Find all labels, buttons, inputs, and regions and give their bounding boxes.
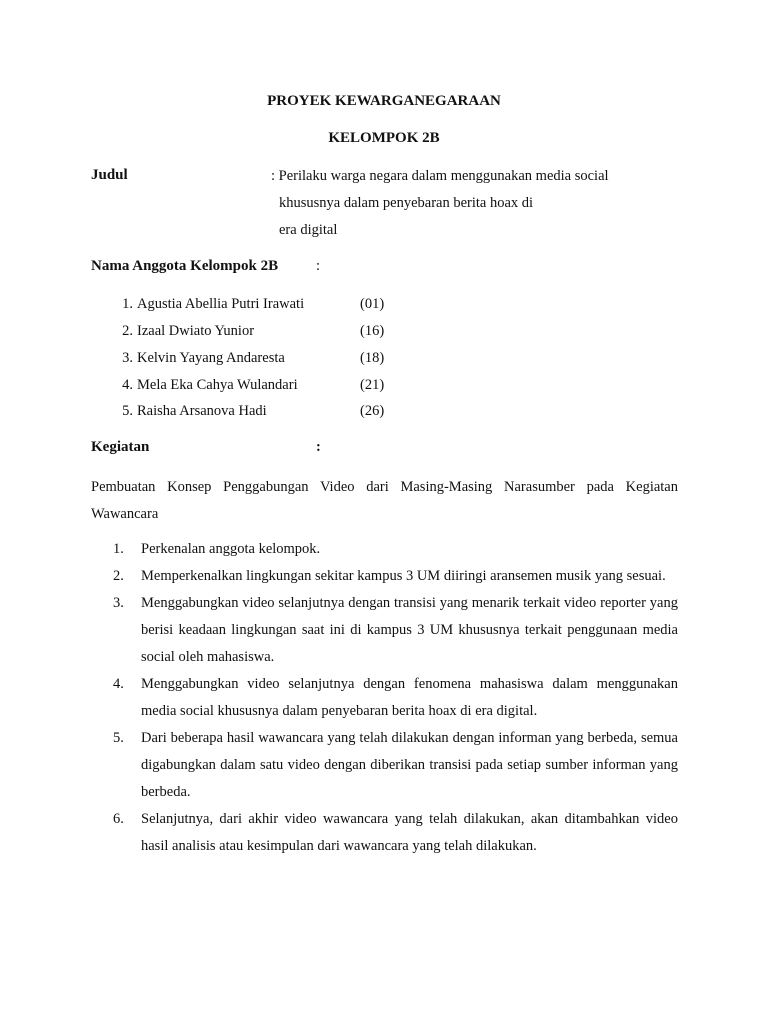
step-number: 2. [113,568,124,584]
list-item [91,806,678,860]
anggota-label: Nama Anggota Kelompok 2B [91,258,279,274]
step-number: 4. [113,676,124,692]
member-name: Mela Eka Cahya Wulandari [137,377,298,393]
member-number: 3. [122,350,133,366]
step-text: Menggabungkan video selanjutnya dengan fenomena mahasiswa dalam menggunakan media social khususnya dalam penyebaran berita hoax di era digital. [141,676,678,719]
step-text: Dari beberapa hasil wawancara yang telah dilakukan dengan informan yang berbeda, semua digabungkan dalam satu video dengan diberikan transisi pada setiap sumber informan yang berbeda. [141,730,678,800]
member-attendance-number: (01) [360,296,385,312]
member-number: 4. [122,377,133,393]
step-text: Perkenalan anggota kelompok. [141,541,321,557]
document-title: PROYEK KEWARGANEGARAAN [267,93,501,109]
step-number: 1. [113,541,124,557]
kegiatan-colon: : [316,439,321,455]
list-item [91,563,678,590]
member-name: Izaal Dwiato Yunior [137,323,255,339]
member-name: Agustia Abellia Putri Irawati [137,296,305,312]
step-text: Menggabungkan video selanjutnya dengan transisi yang menarik terkait video reporter yang berisi keadaan lingkungan saat ini di kampus 3 UM khususnya terkait penggunaan media social oleh mahasiswa. [141,595,678,665]
step-number: 5. [113,730,124,746]
list-item [91,536,678,563]
anggota-colon: : [316,258,321,274]
member-attendance-number: (18) [360,350,385,366]
member-attendance-number: (26) [360,403,385,419]
list-item [91,590,678,671]
member-name: Kelvin Yayang Andaresta [137,350,285,366]
list-item [91,671,678,725]
judul-label: Judul [91,167,128,183]
judul-line-1: : Perilaku warga negara dalam menggunakan media social [271,168,609,184]
member-number: 1. [122,296,133,312]
member-number: 2. [122,323,133,339]
step-text: Memperkenalkan lingkungan sekitar kampus 3 UM diiringi aransemen musik yang sesuai. [141,568,666,584]
judul-line-2: khususnya dalam penyebaran berita hoax di [279,195,534,211]
judul-line-3: era digital [279,222,338,238]
kegiatan-steps [91,536,678,860]
member-name: Raisha Arsanova Hadi [137,403,267,419]
kegiatan-label: Kegiatan [91,439,150,455]
document-subtitle: KELOMPOK 2B [328,130,440,146]
list-item [91,725,678,806]
step-number: 3. [113,595,124,611]
member-attendance-number: (21) [360,377,385,393]
step-text: Selanjutnya, dari akhir video wawancara yang telah dilakukan, akan ditambahkan video hasil analisis atau kesimpulan dari wawancara yang telah dilakukan. [141,811,678,854]
step-number: 6. [113,811,124,827]
member-attendance-number: (16) [360,323,385,339]
member-number: 5. [122,403,133,419]
kegiatan-intro: Pembuatan Konsep Penggabungan Video dari Masing-Masing Narasumber pada Kegiatan Wawancara [91,479,678,522]
